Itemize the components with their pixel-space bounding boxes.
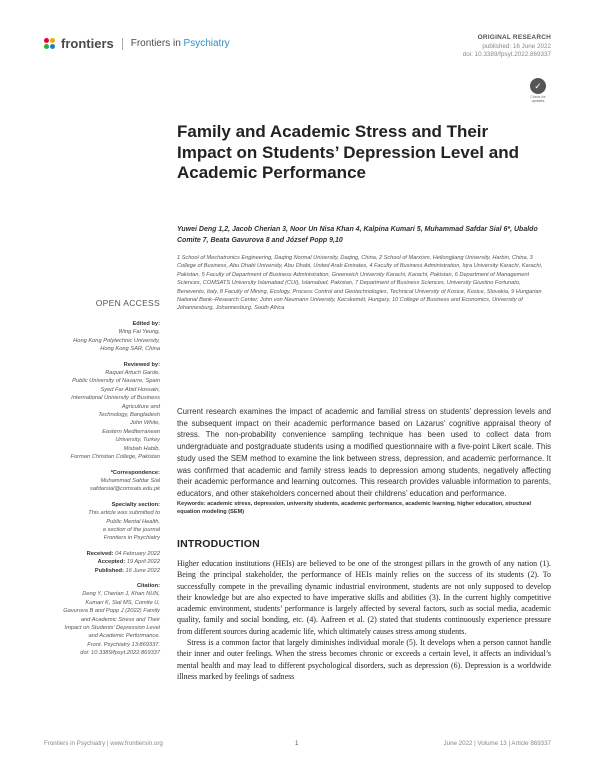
reviewer-line: Agriculture and [121,403,160,410]
reviewer-line: Forman Christian College, Pakistan [70,454,160,461]
dates-section [44,550,160,575]
frontiers-logo[interactable] [44,36,230,51]
correspondence-label: *Correspondence: [110,469,160,476]
page-number: 1 [295,740,299,747]
check-for-updates-badge[interactable] [527,78,549,104]
citation-line: and Academic Stress and Their [80,616,160,623]
brand-name: frontiers [61,36,114,51]
author-list: Yuwei Deng 1,2, Jacob Cherian 3, Noor Un Nisa Khan 4, Kalpina Kumari 5, Muhammad Safdar Sial 6*, Ubaldo Comite 7, Beata Gavurova 8 and József Popp 9,10 [177,226,538,244]
citation-section [44,582,160,658]
article-info-sidebar [44,320,160,665]
check-for-updates-label: Check for updates [530,95,546,103]
reviewer-line: John White, [129,420,160,427]
article-doi[interactable]: doi: 10.3389/fpsyt.2022.869337 [462,51,551,59]
citation-line: Deng Y, Cherian J, Khan NUN, [82,591,160,598]
reviewer-line: International University of Business [71,395,160,402]
accepted-date: Accepted: 19 April 2022 [97,559,160,566]
citation-doi[interactable]: doi: 10.3389/fpsyt.2022.869337 [80,650,160,657]
correspondence-name: Muhammad Safdar Sial [100,477,160,484]
frontiers-logo-icon [44,38,56,50]
specialty-line: a section of the journal [102,526,160,533]
article-title: Family and Academic Stress and Their Impact on Students’ Depression Level and Academic Performance [177,122,519,182]
edited-by-label: Edited by: [132,321,160,327]
check-for-updates-icon: ✓ [530,78,546,94]
article-meta [463,34,551,60]
correspondence-section [44,469,160,494]
footer-issue-info: June 2022 | Volume 13 | Article 869337 [443,740,551,747]
reviewer-line: Misbah Habib, [123,445,160,452]
citation-line: and Academic Performance. [88,633,160,640]
specialty-line: This article was submitted to [88,510,160,517]
citation-line: Front. Psychiatry 13:869337. [87,641,160,648]
published-date: published: 16 June 2022 [482,42,551,50]
editor-line: Hong Kong Polytechnic University, [73,337,160,344]
keywords: Keywords: academic stress, depression, university students, academic performance, academic learning, higher education, structural equation modeling (SEM) [177,501,532,516]
specialty-line: Public Mental Health, [106,518,160,525]
correspondence-email[interactable]: safdarsial@comsats.edu.pk [90,486,160,493]
introduction-body [177,558,551,682]
specialty-section [44,501,160,543]
body-paragraph: Higher education institutions (HEIs) are believed to be one of the strongest pillars in the growth of any nation (1). Being the principal stakeholder, the performance of HEIs mainly relies on the success of its students (2). To successfully compete in the prevailing dynamic industrial environment, students are not only supposed to develop their knowledge but are also expected to have imperative skills and abilities (3). In the current highly competitive academic environment, students’ performance is largely affected by several factors, such as social media, academic quality, family and social bonding, etc. (4). Aafreen et al. (2) stated that students continuously experience pressure from different sources during academic life, which ultimately causes stress among students. [177,559,551,636]
open-access-label: OPEN ACCESS [95,298,160,308]
journal-name: Frontiers in Psychiatry [130,38,230,49]
reviewed-by-section [44,361,160,462]
body-paragraph: Stress is a common factor that largely diminishes individual morale (5). It develops when a person cannot handle their inner and outer feelings. When the stress becomes chronic or exceeds a certain level, it affects an individual’s mental health and may lead to different psychological disorders, such as depression (6). Depression is a worldwide illness marked by feelings of sadness [177,638,551,681]
reviewer-line: Syed Far Abid Hossain, [100,386,160,393]
footer-journal-link[interactable]: Frontiers in Psychiatry | www.frontiersin.org [44,740,163,747]
reviewer-line: Public University of Navarre, Spain [72,378,160,385]
specialty-line: Frontiers in Psychiatry [103,535,160,542]
edited-by-section [44,320,160,354]
citation-label: Citation: [136,582,160,589]
reviewer-line: Technology, Bangladesh [98,412,160,419]
received-date: Received: 04 February 2022 [86,550,160,557]
reviewer-line: Eastern Mediterranean [102,428,160,435]
abstract: Current research examines the impact of academic and familial stress on students’ depression levels and the subsequent impact on their academic performance based on Lazarus’ cognitive appraisal theory of stress. The non-probability convenience sampling technique has been used to collect data from undergraduate and postgraduate students using a modified questionnaire with a five-point Likert scale. This study used the SEM method to examine the link between stress, depression, and academic performance. It was confirmed that academic and family stress leads to depression among students, negatively affecting their academic performance and learning outcomes. This research provides valuable information to parents, educators, and other stakeholders concerned about their childrens’ education and performance. [177,407,551,498]
specialty-label: Specialty section: [111,501,160,508]
published-sidebar-date: Published: 16 June 2022 [94,567,160,574]
citation-line: Kumari K, Sial MS, Comite U, [85,599,160,606]
affiliations: 1 School of Mechatronics Engineering, Daqing Normal University, Daqing, China, 2 School of Marxism, Heilongjiang University, Harbin, China, 3 College of Business, Abu Dhabi University, Abu Dhabi, United Arab Emirates, 4 Faculty of Business Administration, Iqra University Karachi, Karachi, Pakistan, 5 Faculty of Department of Business Administration, Greenwich University Karachi, Karachi, Pakistan, 6 Department of Management Sciences, COMSATS University Islamabad (CUI), Islamabad, Pakistan, 7 Department of Business Sciences, University Giustino Fortunato, Benevento, Italy, 8 Faculty of Mining, Ecology, Process Control and Geotechnologies, Technical University of Kosice, Kosice, Slovakia, 9 Hungarian National Bank–Research Center, John von Neumann University, Kecskemét, Hungary, 10 College of Business and Economics, University of Johannesburg, Johannesburg, South Africa [177,255,543,312]
article-type: ORIGINAL RESEARCH [477,34,551,41]
logo-divider [122,38,123,50]
citation-line: Impact on Students’ Depression Level [64,625,160,631]
citation-line: Gavurova B and Popp J (2022) Family [63,608,160,615]
reviewer-line: University, Turkey [115,437,160,444]
reviewer-line: Raquel Artuch Garde, [105,370,160,377]
editor-line: Hong Kong SAR, China [100,346,160,353]
reviewed-by-label: Reviewed by: [123,361,160,368]
section-heading-introduction: INTRODUCTION [177,538,260,550]
editor-line: Wing Fai Yeung, [118,329,160,336]
